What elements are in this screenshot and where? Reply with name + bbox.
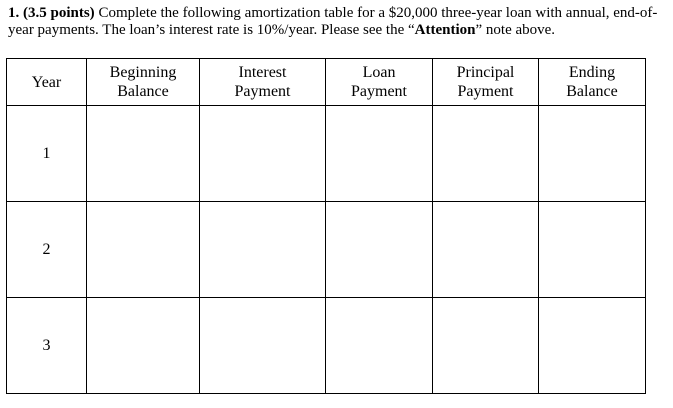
header-interest-payment: Interest Payment: [200, 59, 326, 106]
question-points: (3.5 points): [23, 5, 95, 21]
attention-keyword: Attention: [414, 22, 476, 38]
question-text: [8, 5, 658, 39]
cell-loan-payment[interactable]: [326, 298, 433, 394]
amortization-table: [6, 58, 646, 394]
cell-year: 1: [7, 106, 87, 202]
cell-year: 3: [7, 298, 87, 394]
table-header-row: [7, 59, 646, 106]
cell-ending-balance[interactable]: [539, 298, 646, 394]
cell-interest-payment[interactable]: [200, 298, 326, 394]
cell-interest-payment[interactable]: [200, 202, 326, 298]
cell-loan-payment[interactable]: [326, 106, 433, 202]
cell-beginning-balance[interactable]: [87, 202, 200, 298]
table-row-year-3: [7, 298, 646, 394]
cell-loan-payment[interactable]: [326, 202, 433, 298]
header-principal-payment: Principal Payment: [433, 59, 539, 106]
cell-year: 2: [7, 202, 87, 298]
cell-ending-balance[interactable]: [539, 106, 646, 202]
table-row-year-1: [7, 106, 646, 202]
cell-beginning-balance[interactable]: [87, 298, 200, 394]
question-body-end: ” note above.: [475, 22, 556, 38]
header-ending-balance: Ending Balance: [539, 59, 646, 106]
question-body-start: Complete the following amortization table for a $20,000 three-year loan with annual, end-of-year payments. The loan’s interest rate is 10%/year. Please see the “: [8, 5, 658, 38]
header-beginning-balance: Beginning Balance: [87, 59, 200, 106]
cell-beginning-balance[interactable]: [87, 106, 200, 202]
question-number: 1.: [8, 5, 20, 21]
cell-principal-payment[interactable]: [433, 298, 539, 394]
header-year: Year: [7, 59, 87, 106]
cell-interest-payment[interactable]: [200, 106, 326, 202]
cell-ending-balance[interactable]: [539, 202, 646, 298]
cell-principal-payment[interactable]: [433, 106, 539, 202]
cell-principal-payment[interactable]: [433, 202, 539, 298]
header-loan-payment: Loan Payment: [326, 59, 433, 106]
table-row-year-2: [7, 202, 646, 298]
